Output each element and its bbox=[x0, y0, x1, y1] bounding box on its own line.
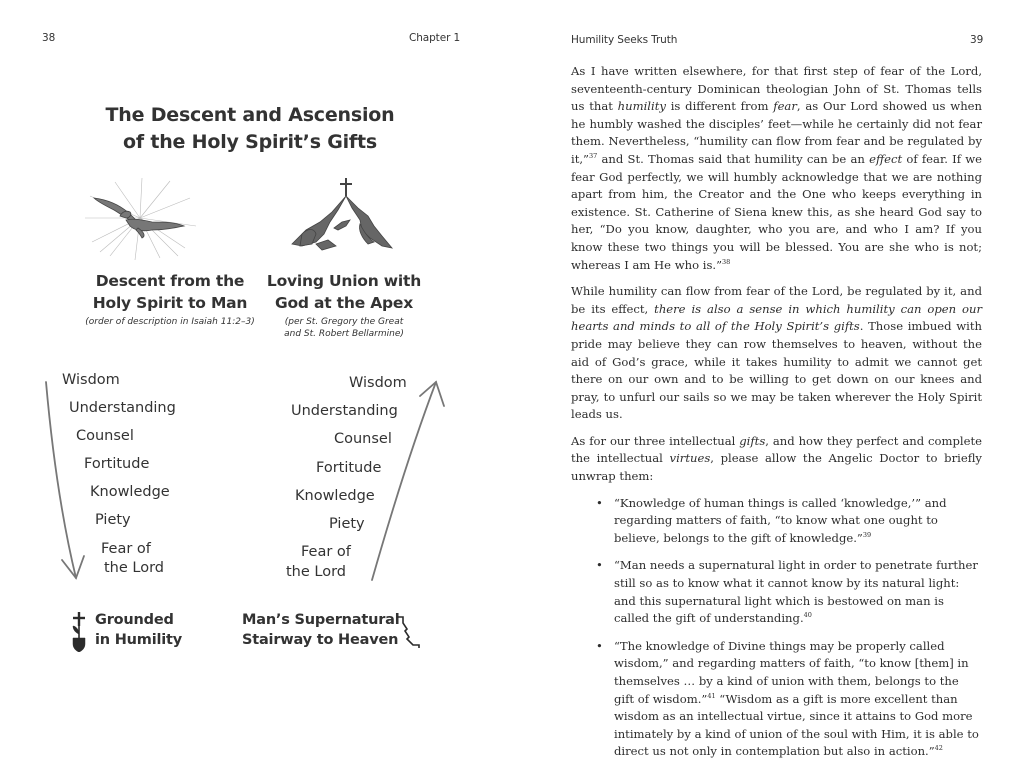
text-run: “Wisdom as a gift is more excellent than wisdom as an intellectual virtue, since it attains to God more intimately by a kind of union of the soul with Him, it is able to direct us not only in contemplation but also in action.” bbox=[614, 691, 979, 759]
italic-run: there is also a sense in which humility can open our hearts and minds to all of the Holy Spirit’s gifts bbox=[571, 301, 983, 334]
dove-illustration bbox=[80, 176, 200, 260]
ascent-gift-fortitude: Fortitude bbox=[316, 460, 382, 476]
text-run: and St. Thomas said that humility can be an bbox=[597, 151, 870, 166]
footnote-ref-40[interactable]: 40 bbox=[803, 611, 812, 620]
text-run: is different from bbox=[665, 99, 774, 114]
descent-gift-knowledge: Knowledge bbox=[90, 484, 170, 500]
text-run: of fear. If we fear God perfectly, we will humbly acknowledge that we are nothing apart from him, the Creator and the One who keeps everything in existence. St. Catherine of Siena knew this, as she heard God say to her, “Do you know, daughter, who you are, and who I am? If you know these two things you will be blessed. You are she who is not; whereas I am He who is.” bbox=[571, 151, 982, 272]
footnote-ref-42[interactable]: 42 bbox=[934, 744, 943, 753]
text-run: , please allow the Angelic Doctor to briefly unwrap them: bbox=[571, 451, 982, 484]
italic-run: humility bbox=[617, 99, 666, 114]
shovel-sprout-icon bbox=[70, 612, 88, 652]
descent-gift-understanding: Understanding bbox=[69, 400, 176, 416]
mountain-cross-illustration bbox=[272, 172, 402, 258]
descent-gift-fear-line2: the Lord bbox=[104, 560, 165, 576]
running-head-right: Humility Seeks Truth bbox=[571, 34, 678, 46]
footnote-ref-39[interactable]: 39 bbox=[862, 530, 872, 539]
ascent-gift-fear-line1: Fear of bbox=[301, 544, 351, 560]
union-subtitle-line2: and St. Robert Bellarmine) bbox=[284, 329, 404, 339]
stairway-line1: Man’s Supernatural bbox=[242, 612, 400, 628]
list-item bbox=[571, 557, 982, 627]
descent-gift-fear-line1: Fear of bbox=[101, 541, 151, 557]
italic-run: effect bbox=[869, 151, 903, 166]
bullet-icon: • bbox=[596, 638, 603, 653]
union-subtitle bbox=[228, 316, 460, 340]
quote-list bbox=[571, 495, 982, 761]
grounded-line1: Grounded bbox=[95, 612, 174, 628]
stairway-line2: Stairway to Heaven bbox=[242, 632, 399, 648]
descent-subtitle: (order of description in Isaiah 11:2–3) bbox=[85, 317, 255, 327]
body-text bbox=[571, 63, 982, 771]
union-heading-line1: Loving Union with bbox=[266, 272, 422, 290]
descent-heading-line1: Descent from the bbox=[95, 272, 245, 290]
descent-gift-wisdom: Wisdom bbox=[62, 372, 120, 388]
text-run: “Man needs a supernatural light in order to penetrate further still so as to know what it cannot know by its natural light: and this supernatural light which is bestowed on man is called the gift of understanding. bbox=[614, 558, 978, 626]
page-number-left: 38 bbox=[42, 32, 56, 44]
bullet-icon: • bbox=[596, 558, 603, 573]
ascent-gift-counsel: Counsel bbox=[334, 431, 392, 447]
text-run: , as Our Lord showed us when he humbly washed the disciples’ feet—while he certainly did not fear them. Nevertheless, “humility can flow from fear and be regulated by it,” bbox=[571, 99, 982, 166]
list-item bbox=[571, 638, 982, 761]
union-heading-line2: God at the Apex bbox=[274, 294, 414, 312]
paragraph-2 bbox=[571, 283, 982, 424]
running-head-left: Chapter 1 bbox=[409, 32, 461, 44]
bullet-icon: • bbox=[596, 495, 603, 510]
footnote-ref-41[interactable]: 41 bbox=[707, 691, 716, 700]
text-run: While humility can flow from fear of the Lord, be regulated by it, and be its effect, bbox=[571, 284, 982, 316]
ascent-gift-wisdom: Wisdom bbox=[349, 375, 407, 391]
mountain-shape bbox=[292, 196, 392, 250]
arrows bbox=[0, 360, 512, 600]
ascent-gift-understanding: Understanding bbox=[291, 403, 398, 419]
grounded-line2: in Humility bbox=[95, 632, 183, 648]
union-subtitle-line1: (per St. Gregory the Great bbox=[284, 317, 404, 327]
text-run: As I have written elsewhere, for that first step of fear of the Lord, seventeenth-century Dominican theologian John of St. Thomas tells us that bbox=[571, 64, 982, 114]
ascent-gift-knowledge: Knowledge bbox=[295, 488, 375, 504]
text-run: . Those imbued with pride may believe they can row themselves to heaven, without the aid of God’s grace, while it takes humility to admit we cannot get there on our own and to be willing to get down on our knees and pray, to unfurl our sails so we may be taken wherever the Holy Spirit leads us. bbox=[571, 319, 982, 422]
footnote-ref-38[interactable]: 38 bbox=[722, 257, 731, 266]
descent-gift-fortitude: Fortitude bbox=[84, 456, 150, 472]
text-run: , and how they perfect and complete the intellectual bbox=[571, 433, 982, 466]
text-run: As for our three intellectual bbox=[571, 433, 740, 448]
italic-run: virtues bbox=[669, 451, 711, 466]
figure-title-line2: of the Holy Spirit’s Gifts bbox=[123, 131, 377, 153]
ascent-gift-fear-line2: the Lord bbox=[286, 564, 347, 580]
footnote-ref-37[interactable]: 37 bbox=[588, 152, 598, 161]
union-heading bbox=[228, 270, 460, 314]
light-rays bbox=[85, 178, 196, 260]
ascent-gift-piety: Piety bbox=[329, 516, 365, 532]
paragraph-3 bbox=[571, 433, 982, 486]
page-number-right: 39 bbox=[970, 34, 984, 46]
descent-heading-line2: Holy Spirit to Man bbox=[92, 294, 248, 312]
descent-gift-counsel: Counsel bbox=[76, 428, 134, 444]
descent-gift-piety: Piety bbox=[95, 512, 131, 528]
figure-title-line1: The Descent and Ascension bbox=[105, 104, 395, 126]
cross-icon bbox=[340, 178, 352, 196]
text-run: “The knowledge of Divine things may be properly called wisdom,” and regarding matters of faith, “to know [them] in themselves … by a kind of union with them, belongs to the gift of wisdom.” bbox=[614, 638, 969, 706]
text-run: “Knowledge of human things is called ‘knowledge,’” and regarding matters of faith, “to know what one ought to believe, belongs to the gift of knowledge.” bbox=[614, 495, 947, 545]
paragraph-1 bbox=[571, 63, 982, 274]
italic-run: gifts bbox=[739, 433, 766, 448]
figure-title bbox=[60, 102, 440, 156]
italic-run: fear bbox=[773, 99, 797, 114]
stairway-to-heaven-label bbox=[242, 610, 400, 650]
stairs-icon bbox=[395, 615, 421, 649]
list-item bbox=[571, 495, 982, 548]
grounded-in-humility-label bbox=[95, 610, 182, 650]
